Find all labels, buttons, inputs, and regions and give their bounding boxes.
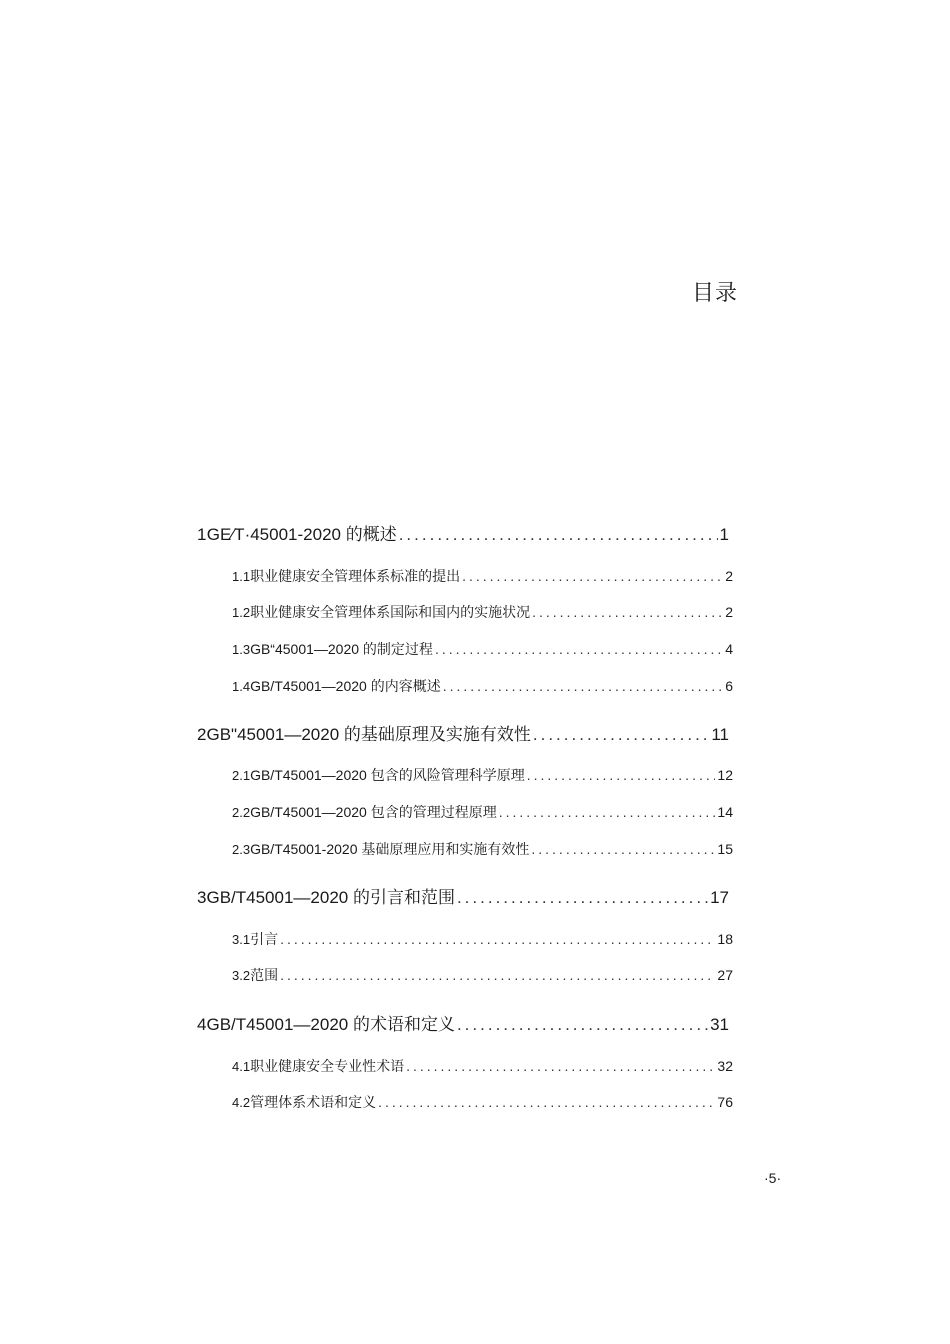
toc-entry-text: 职业健康安全管理体系国际和国内的实施状况 [250,604,531,620]
toc-entry-text: 管理体系术语和定义 [250,1094,377,1110]
toc-entry-page: 27 [717,967,733,983]
toc-entry-page: 1 [719,525,729,544]
toc-entry-number: 1.3 [232,642,251,657]
dot-leader [462,568,723,584]
toc-entry-4[interactable] [197,1010,729,1035]
toc-entry-4-1[interactable] [232,1056,733,1076]
toc-entry-page: 14 [717,804,733,820]
toc-entry-number: 1.1 [232,569,251,584]
toc-entry-text: GB/T45001-2020 基础原理应用和实施有效性 [250,841,530,857]
toc-entry-1-2[interactable] [232,602,733,622]
toc-entry-1-1[interactable] [232,566,733,586]
toc-entry-page: 15 [717,841,733,857]
toc-entry-text: 职业健康安全管理体系标准的提出 [250,568,461,584]
toc-entry-text: 引言 [250,931,279,947]
toc-entry-page: 2 [725,604,733,620]
dot-leader [435,641,723,657]
dot-leader [499,804,716,820]
toc-entry-text: GB/T45001—2020 包含的风险管理科学原理 [250,767,525,783]
toc-entry-number: 2 [197,725,207,744]
toc-entry-1-3[interactable] [232,639,733,659]
toc-entry-number: 2.3 [232,842,251,857]
toc-entry-page: 2 [725,568,733,584]
toc-entry-number: 1 [197,525,207,544]
toc-entry-text: GB“45001—2020 的制定过程 [250,641,433,657]
toc-entry-text: GE∕T·45001-2020 的概述 [206,525,397,544]
toc-entry-1-4[interactable] [232,676,733,696]
toc-entry-number: 3.2 [232,968,251,983]
toc-entry-page: 32 [717,1058,733,1074]
toc-title: 目录 [691,280,738,305]
dot-leader [532,604,723,620]
dot-leader [406,1058,715,1074]
toc-entry-page: 31 [710,1015,729,1034]
dot-leader [531,841,715,857]
toc-entry-text: 职业健康安全专业性术语 [250,1058,405,1074]
page-number: ·5· [764,1170,782,1186]
dot-leader [280,931,715,947]
toc-entry-2-3[interactable] [232,839,733,859]
toc-entry-2[interactable] [197,720,729,745]
toc-entry-page: 4 [725,641,733,657]
toc-entry-1[interactable] [197,520,729,545]
dot-leader [457,888,708,908]
toc-entry-page: 6 [725,678,733,694]
toc-entry-page: 18 [717,931,733,947]
toc-entry-number: 3 [197,888,207,907]
toc-entry-page: 17 [710,888,729,907]
toc-entry-text: GB/T45001—2020 的内容概述 [250,678,441,694]
toc-entry-text: GB/T45001—2020 的术语和定义 [206,1015,455,1034]
toc-entry-3-1[interactable] [232,929,733,949]
toc-entry-number: 2.1 [232,768,251,783]
toc-entry-2-2[interactable] [232,802,733,822]
toc-entry-text: GB/T45001—2020 的引言和范围 [206,888,455,907]
toc-entry-page: 76 [717,1094,733,1110]
toc-entry-text: 范围 [250,967,279,983]
dot-leader [443,678,723,694]
toc-entry-page: 12 [717,767,733,783]
toc-entry-number: 3.1 [232,932,251,947]
toc-entry-3-2[interactable] [232,965,733,985]
toc-entry-number: 2.2 [232,805,251,820]
toc-entry-page: 11 [711,725,729,744]
toc-entry-2-1[interactable] [232,765,733,785]
toc-entry-number: 4.1 [232,1059,251,1074]
toc-entry-3[interactable] [197,883,729,908]
dot-leader [280,967,715,983]
toc-entry-text: GB/T45001—2020 包含的管理过程原理 [250,804,497,820]
dot-leader [399,525,718,545]
toc-entry-number: 1.4 [232,679,251,694]
dot-leader [527,767,716,783]
toc-entry-number: 4 [197,1015,207,1034]
dot-leader [533,725,709,745]
toc-entry-4-2[interactable] [232,1092,733,1112]
toc-entry-number: 4.2 [232,1095,251,1110]
dot-leader [378,1094,715,1110]
toc-entry-text: GB"45001—2020 的基础原理及实施有效性 [206,725,531,744]
toc-entry-number: 1.2 [232,605,251,620]
dot-leader [457,1015,708,1035]
